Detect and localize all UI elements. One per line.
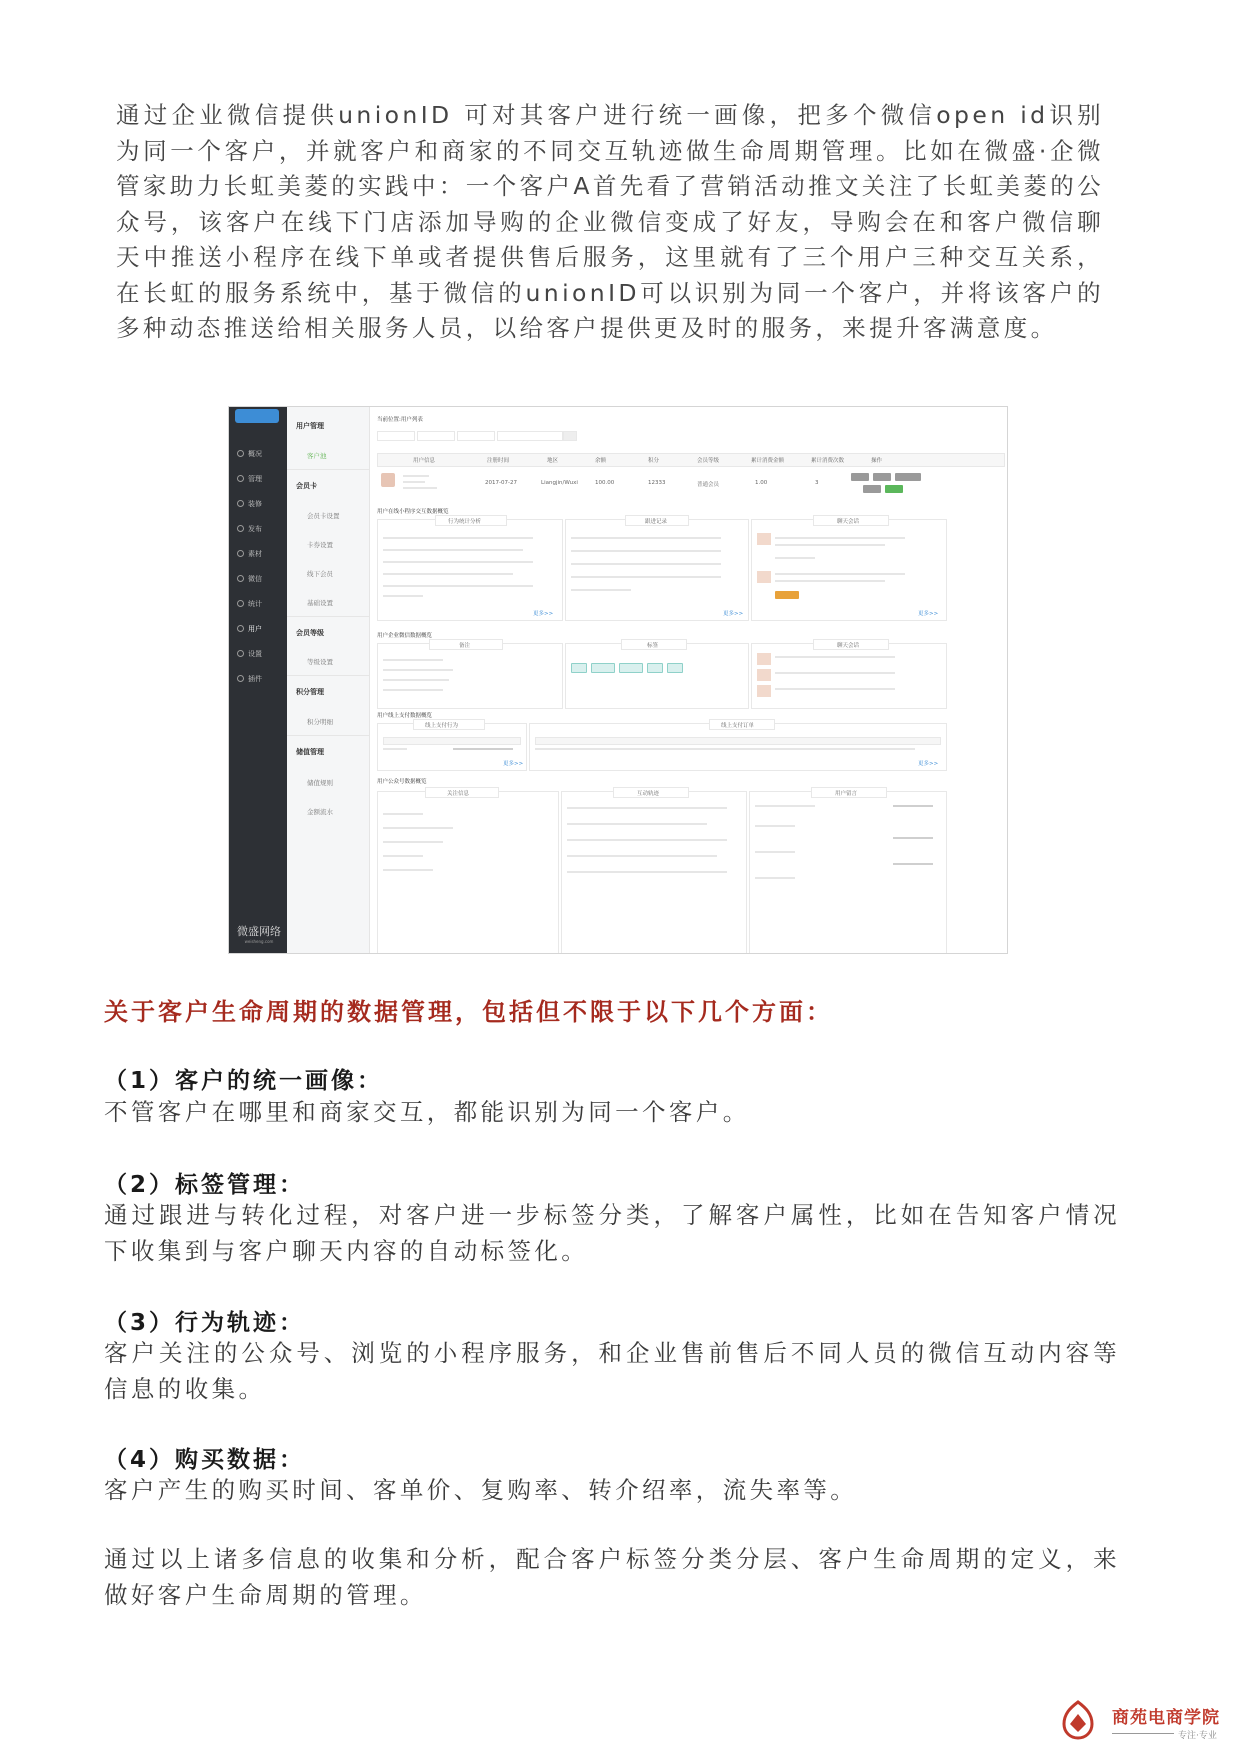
section-heading: 关于客户生命周期的数据管理，包括但不限于以下几个方面：: [104, 998, 833, 1026]
submenu-item: 会员卡设置: [307, 512, 340, 520]
nav-item: 发布: [237, 524, 285, 536]
closing-paragraph: 通过以上诸多信息的收集和分析，配合客户标签分类分层、客户生命周期的定义，来做好客户生命周期的管理。: [104, 1545, 1120, 1609]
brand-emblem-icon: [1060, 1700, 1096, 1740]
section-title: （1）客户的统一画像：: [104, 1068, 384, 1094]
section-body: 客户关注的公众号、浏览的小程序服务，和企业售前售后不同人员的微信互动内容等信息的收集。: [104, 1339, 1120, 1403]
nav-icon: [237, 600, 244, 607]
section-title: （4）购买数据：: [104, 1447, 306, 1473]
nav-item: 设置: [237, 649, 285, 661]
submenu-item: 线下会员: [307, 570, 333, 578]
nav-icon: [237, 500, 244, 507]
nav-icon: [237, 475, 244, 482]
nav-item-user: 用户: [237, 624, 285, 636]
screenshot-submenu: [287, 407, 370, 953]
breadcrumb: 当前位置:用户列表: [377, 417, 423, 423]
nav-icon: [237, 575, 244, 582]
section-body: 通过跟进与转化过程，对客户进一步标签分类，了解客户属性，比如在告知客户情况下收集到与客户聊天内容的自动标签化。: [104, 1201, 1120, 1265]
brand-name: 商苑电商学院: [1112, 1708, 1220, 1728]
submenu-group: 会员卡: [296, 482, 317, 490]
plugin-icon: [237, 675, 244, 682]
submenu-group: 会员等级: [296, 629, 324, 637]
crm-screenshot: [228, 406, 1008, 954]
avatar: [381, 473, 395, 487]
screenshot-main: 当前位置:用户列表 用户信息 注册时间 地区 余额 积分 会员等级 累计消费金额 累计消费次数 操作 2017-07-27 Liangjin/Wuxi 100.00 12333 普通会员 1.00 3 用户在线小程序交互数据概览 行为统计分析 跟进记录 聊天会话 更多>> 更多>> 更多>> 用户企业微信数据概览 备注 标签 聊天会话 用户线上支付数据概览 线上支付行为 线上支付订单 更多>> 更多>> 用户公众号数据概览 关注信息 互动轨迹 用户留言: [373, 407, 1007, 953]
submenu-group: 积分管理: [296, 688, 324, 696]
nav-item: 管理: [237, 474, 285, 486]
submenu-item: 等级设置: [307, 658, 333, 666]
submenu-item: 金额流水: [307, 808, 333, 816]
screenshot-sidebar: [229, 407, 287, 953]
table-header: [377, 453, 1005, 467]
nav-item: 装修: [237, 499, 285, 511]
nav-item: 插件: [237, 674, 285, 686]
brand-logo: [1060, 1700, 1230, 1750]
submenu-group: 储值管理: [296, 748, 324, 756]
submenu-group: 用户管理: [296, 422, 324, 430]
nav-icon: [237, 550, 244, 557]
gear-icon: [237, 650, 244, 657]
section-title: （3）行为轨迹：: [104, 1310, 306, 1336]
submenu-item: 基础设置: [307, 599, 333, 607]
submenu-item: 卡券设置: [307, 541, 333, 549]
submenu-item: 积分明细: [307, 718, 333, 726]
nav-icon: [237, 450, 244, 457]
screenshot-logo: [235, 409, 279, 423]
section-body: 客户产生的购买时间、客单价、复购率、转介绍率，流失率等。: [104, 1476, 858, 1504]
section-body: 不管客户在哪里和商家交互，都能识别为同一个客户。: [104, 1098, 750, 1126]
nav-item: 素材: [237, 549, 285, 561]
submenu-item: 客户池: [307, 452, 327, 460]
nav-item: 微信: [237, 574, 285, 586]
user-icon: [237, 625, 244, 632]
nav-icon: [237, 525, 244, 532]
submenu-item: 储值规则: [307, 779, 333, 787]
intro-paragraph: 通过企业微信提供unionID 可对其客户进行统一画像，把多个微信open id识别为同一个客户，并就客户和商家的不同交互轨迹做生命周期管理。比如在微盛·企微管家助力长虹美菱的实践中：一个客户A首先看了营销活动推文关注了长虹美菱的公众号，该客户在线下门店添加导购的企业微信变成了好友，导购会在和客户微信聊天中推送小程序在线下单或者提供售后服务，这里就有了三个用户三种交互关系，在长虹的服务系统中，基于微信的unionID可以识别为同一个客户，并将该客户的多种动态推送给相关服务人员，以给客户提供更及时的服务，来提升客满意度。: [116, 101, 1104, 342]
screenshot-brand: 微盛网络 weisheng.com: [237, 925, 281, 944]
nav-item: 概况: [237, 449, 285, 461]
brand-slogan: 专注·专业: [1178, 1731, 1217, 1741]
section-title: （2）标签管理：: [104, 1172, 306, 1198]
nav-item: 统计: [237, 599, 285, 611]
